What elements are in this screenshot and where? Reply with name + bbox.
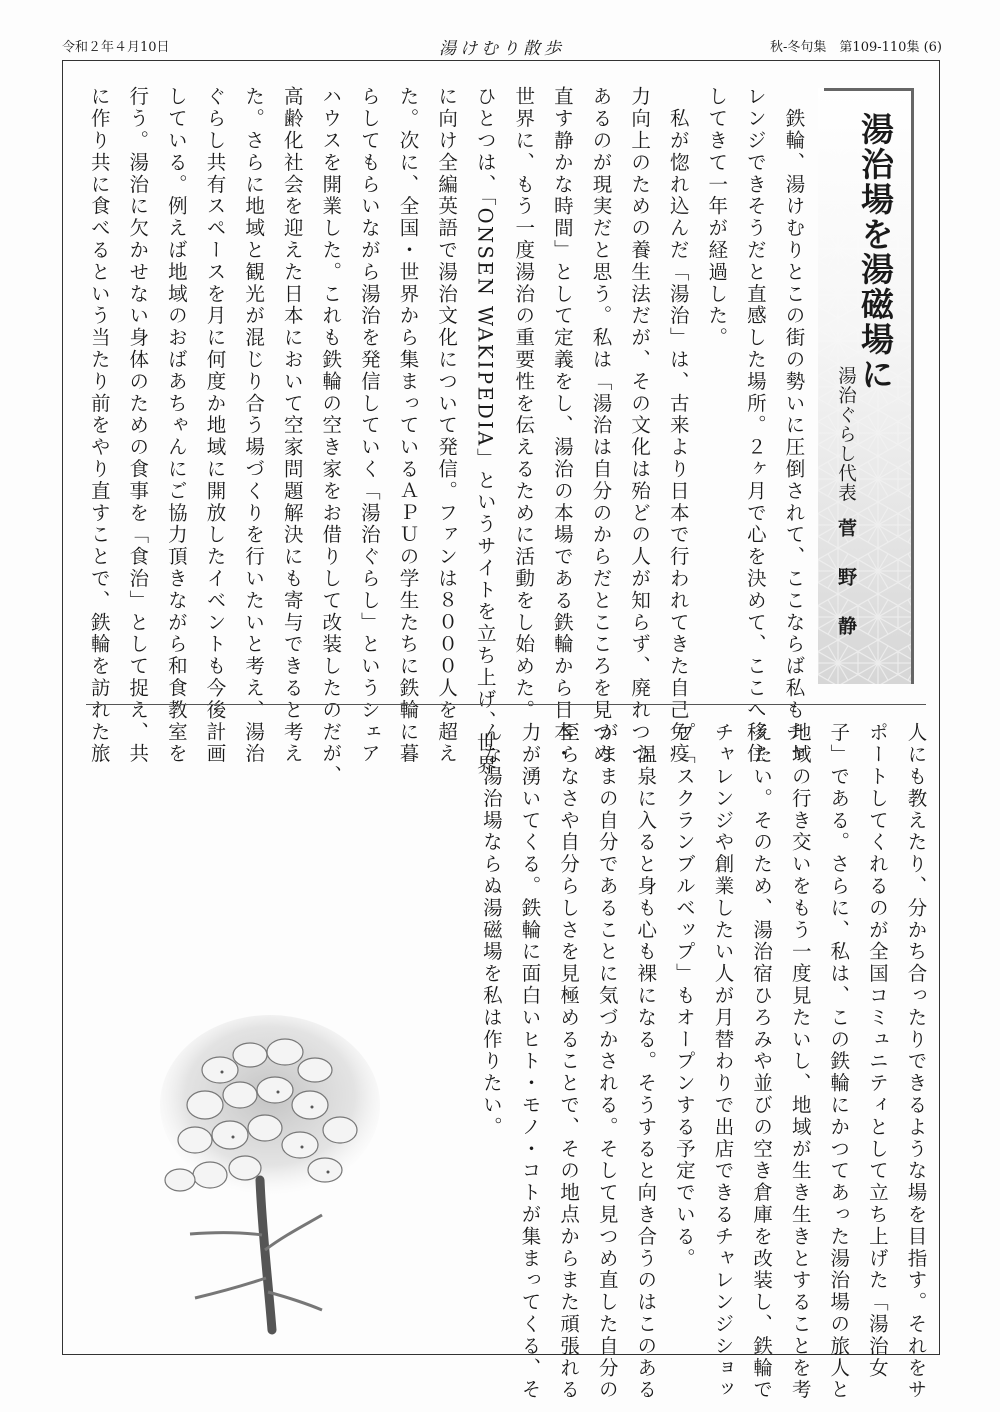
- text-column: 世界に、もう一度湯治の重要性を伝えるために活動をし始めた。: [512, 86, 536, 722]
- publication-title: 湯けむり散歩: [439, 39, 565, 59]
- page-header: [62, 34, 942, 58]
- text-column: に作り共に食べるという当たり前をやり直すことで、鉄輪を訪れた旅: [87, 86, 111, 765]
- text-column: らしてもらいながら湯治を発信していく「湯治ぐらし」というシェア: [357, 86, 381, 765]
- text-column: あるのが現実だと思う。私は「湯治は自分のからだとこころを見つめ: [589, 86, 613, 765]
- author-name: 菅野静: [835, 518, 857, 665]
- text-column: 力が湧いてくる。鉄輪に面白いヒト・モノ・コトが集まってくる、そ: [518, 722, 542, 1401]
- text-column: プ「スクランブルベップ」もオープンする予定でいる。: [672, 722, 696, 1270]
- text-column: ひとつは、「ONSEN WAKIPEDIA」というサイトを立ち上げ、世界: [473, 86, 497, 777]
- text-column: がままの自分であることに気づかされる。そして見つめ直した自分の: [595, 722, 619, 1401]
- text-column: んな湯治場ならぬ湯磁場を私は作りたい。: [479, 722, 503, 1139]
- text-column: に向け全編英語で湯治文化について発信。ファンは８０００人を超え: [435, 86, 459, 765]
- text-column: レンジできそうだと直感した場所。２ヶ月で心を決めて、ここへ移住: [743, 86, 767, 765]
- author-role: 湯治ぐらし代表: [835, 366, 857, 503]
- issue-number: 秋-冬句集 第109-110集 (6): [770, 40, 942, 55]
- text-column: ポートしてくれるのが全国コミュニティとして立ち上げた「湯治女: [865, 722, 889, 1379]
- text-column: してきて一年が経過した。: [705, 86, 729, 349]
- issue-date: 令和２年４月10日: [62, 40, 170, 55]
- text-column: 至らなさや自分らしさを見極めることで、その地点からまた頑張れる: [557, 722, 581, 1401]
- title-panel: [818, 88, 914, 684]
- text-column: 温泉に入ると身も心も裸になる。そうすると向き合うのはこのある: [634, 722, 658, 1401]
- text-column: た。さらに地域と観光が混じり合う場づくりを行いたいと考え、湯治: [242, 86, 266, 765]
- section-divider: [86, 704, 926, 705]
- text-column: 力向上のための養生法だが、その文化は殆どの人が知らず、廃れつつ: [628, 86, 652, 765]
- text-column: ハウスを開業した。これも鉄輪の空き家をお借りして改装したのだが、: [319, 86, 343, 787]
- text-column: 私が惚れ込んだ「湯治」は、古来より日本で行われてきた自己免疫: [666, 86, 690, 765]
- text-column: している。例えば地域のおばあちゃんにご協力頂きながら和食教室を: [164, 86, 188, 765]
- text-column: 鉄輪、湯けむりとこの街の勢いに圧倒されて、ここならば私もチャ: [782, 86, 806, 765]
- article-title: 湯治場を湯磁場に: [856, 112, 895, 392]
- text-column: た。次に、全国・世界から集まっているＡＰＵの学生たちに鉄輪に暮: [396, 86, 420, 765]
- text-column: えたい。そのため、湯治宿ひろみや並びの空き倉庫を改装し、鉄輪で: [750, 722, 774, 1401]
- text-column: 子」である。さらに、私は、この鉄輪にかつてあった湯治場の旅人と: [827, 722, 851, 1401]
- text-column: 高齢化社会を迎えた日本において空家問題解決にも寄与できると考え: [280, 86, 304, 765]
- text-column: 地域の行き交いをもう一度見たいし、地域が生き生きとすることを考: [788, 722, 812, 1401]
- flower-branch-illustration-icon: [150, 1010, 390, 1335]
- text-column: 人にも教えたり、分かち合ったりできるような場を目指す。それをサ: [904, 722, 928, 1401]
- text-column: チャレンジや創業したい人が月替わりで出店できるチャレンジショッ: [711, 722, 735, 1401]
- text-column: 直す静かな時間」として定義をし、湯治の本場である鉄輪から日本・: [550, 86, 574, 765]
- text-column: 行う。湯治に欠かせない身体のための食事を「食治」として捉え、共: [126, 86, 150, 765]
- text-column: ぐらし共有スペースを月に何度か地域に開放したイベントも今後計画: [203, 86, 227, 765]
